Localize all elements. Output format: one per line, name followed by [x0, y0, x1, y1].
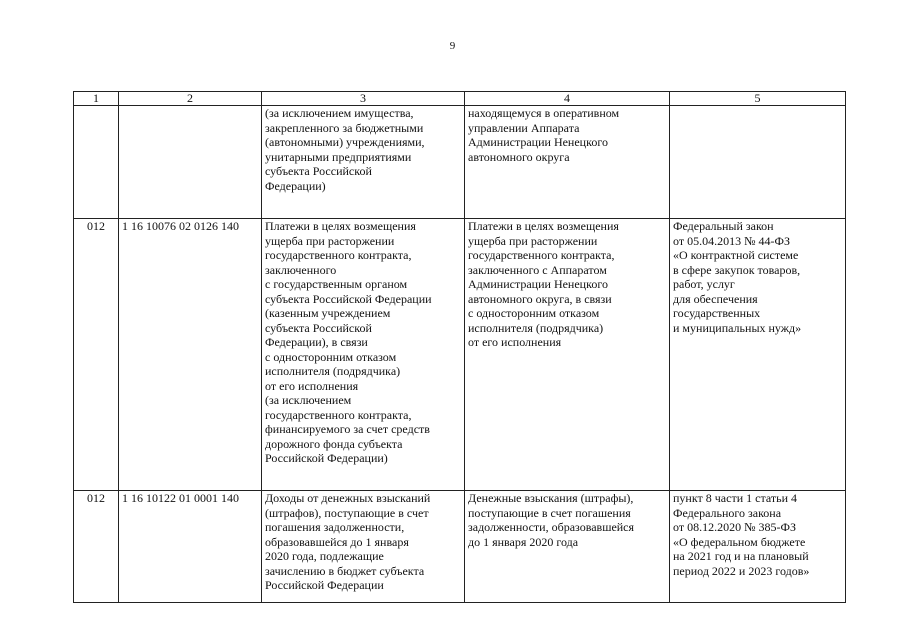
admin-code-cell: 012: [74, 491, 119, 603]
header-col-2: 2: [119, 92, 262, 106]
header-col-5: 5: [670, 92, 846, 106]
table-row: [74, 106, 846, 219]
revenue-name-cell: (за исключением имущества, закрепленного за бюджетными (автономными) учреждениями, унитарными предприятиями субъекта Российской Федерации): [262, 106, 465, 219]
revenue-detail-cell: находящемуся в оперативном управлении Аппарата Администрации Ненецкого автономного округа: [465, 106, 670, 219]
revenue-classification-table: [73, 91, 846, 603]
header-col-3: 3: [262, 92, 465, 106]
legal-basis-cell: [670, 106, 846, 219]
revenue-name-cell: Платежи в целях возмещения ущерба при расторжении государственного контракта, заключенного с государственным органом субъекта Российской Федерации (казенным учреждением субъекта Российской Федерации), в связи с односторонним отказом исполнителя (подрядчика) от его исполнения (за исключением государственного контракта, финансируемого за счет средств дорожного фонда субъекта Российской Федерации): [262, 219, 465, 491]
legal-basis-cell: пункт 8 части 1 статьи 4 Федерального закона от 08.12.2020 № 385-ФЗ «О федеральном бюджете на 2021 год и на плановый период 2022 и 2023 годов»: [670, 491, 846, 603]
budget-code-cell: 1 16 10122 01 0001 140: [119, 491, 262, 603]
revenue-detail-cell: Платежи в целях возмещения ущерба при расторжении государственного контракта, заключенного с Аппаратом Администрации Ненецкого автономного округа, в связи с односторонним отказом исполнителя (подрядчика) от его исполнения: [465, 219, 670, 491]
admin-code-cell: 012: [74, 219, 119, 491]
header-col-4: 4: [465, 92, 670, 106]
legal-basis-cell: Федеральный закон от 05.04.2013 № 44-ФЗ «О контрактной системе в сфере закупок товаров, работ, услуг для обеспечения государственных и муниципальных нужд»: [670, 219, 846, 491]
header-col-1: 1: [74, 92, 119, 106]
table-row: [74, 491, 846, 603]
budget-code-cell: [119, 106, 262, 219]
revenue-detail-cell: Денежные взыскания (штрафы), поступающие в счет погашения задолженности, образовавшейся до 1 января 2020 года: [465, 491, 670, 603]
table-row: [74, 219, 846, 491]
budget-code-cell: 1 16 10076 02 0126 140: [119, 219, 262, 491]
page-number: 9: [449, 40, 456, 52]
admin-code-cell: [74, 106, 119, 219]
revenue-name-cell: Доходы от денежных взысканий (штрафов), поступающие в счет погашения задолженности, образовавшейся до 1 января 2020 года, подлежащие зачислению в бюджет субъекта Российской Федерации: [262, 491, 465, 603]
table-header-row: [74, 92, 846, 106]
